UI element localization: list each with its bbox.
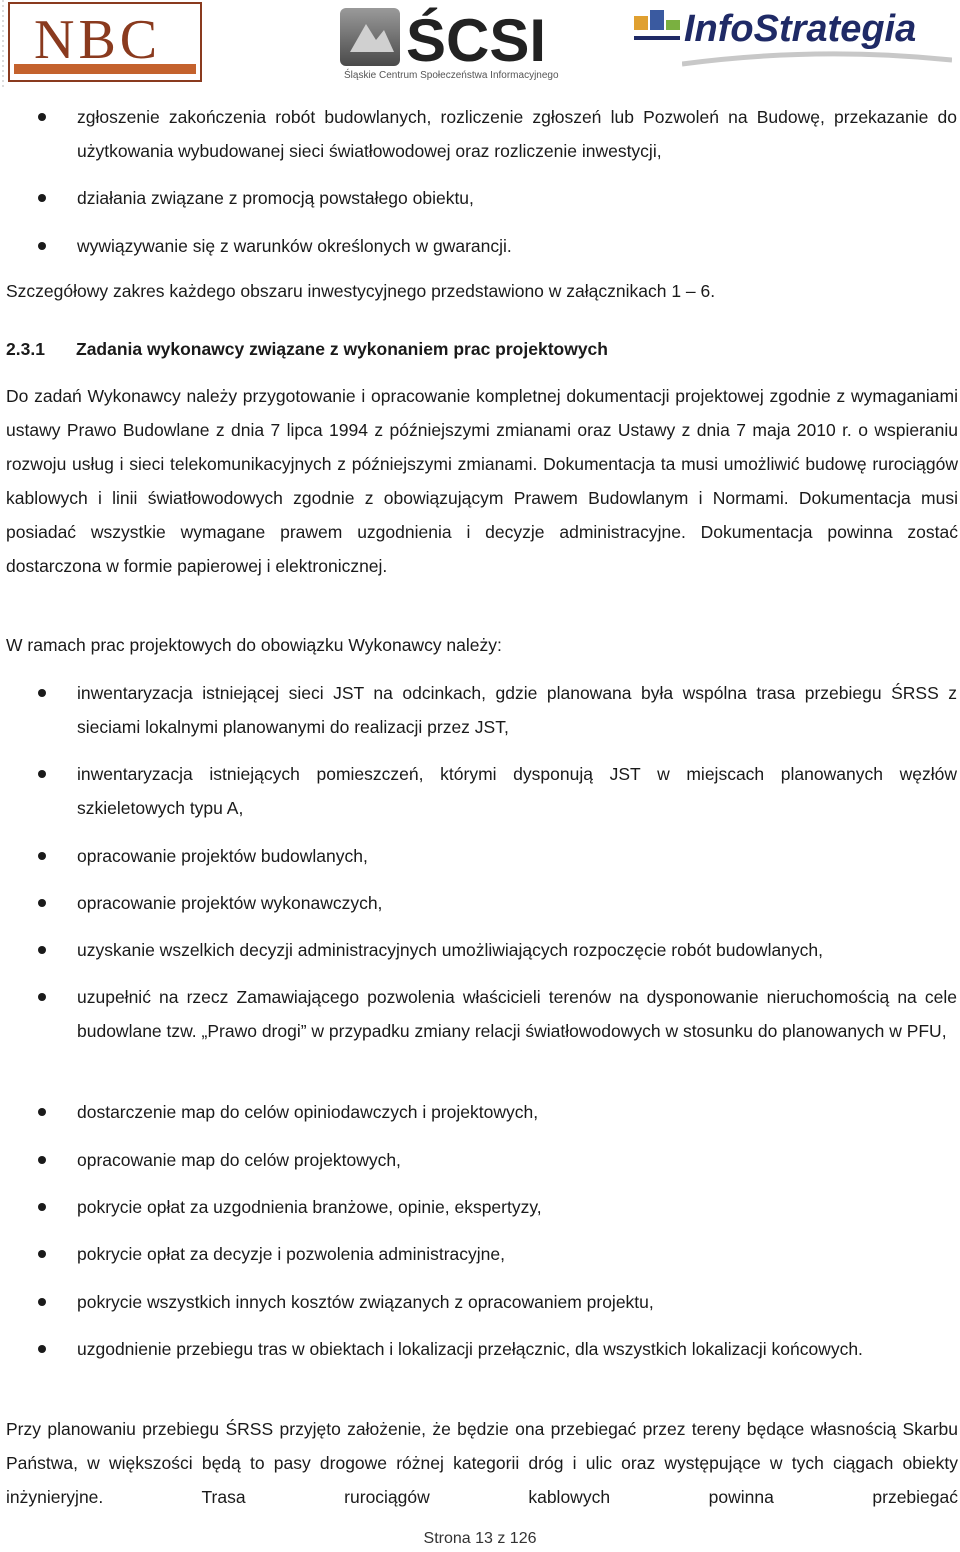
- bullet-icon: [38, 1203, 46, 1211]
- scsi-logo-subtitle: Śląskie Centrum Społeczeństwa Informacyjnego: [344, 70, 559, 81]
- list-item-text: inwentaryzacja istniejących pomieszczeń, którymi dysponują JST w miejscach planowanych węzłów szkieletowych typu A,: [77, 764, 957, 818]
- bullet-icon: [38, 242, 46, 250]
- bullet-icon: [38, 113, 46, 121]
- infostrategia-logo-mark: [628, 6, 688, 76]
- page-number: Strona 13 z 126: [423, 1530, 537, 1547]
- scope-paragraph: Szczegółowy zakres każdego obszaru inwestycyjnego przedstawiono w załącznikach 1 – 6.: [6, 281, 716, 301]
- scsi-logo-text: ŚCSI: [406, 7, 547, 74]
- list-item-text: pokrycie opłat za decyzje i pozwolenia administracyjne,: [77, 1244, 505, 1264]
- closing-paragraph: Przy planowaniu przebiegu ŚRSS przyjęto założenie, że będzie ona przebiegać przez tereny będące własnością Skarbu Państwa, w większości będą to pasy drogowe różnej kategorii dróg i ulic oraz występujące w tych ciągach obiekty inżynieryjne. Trasa rurociągów kablowych powinna przebiegać: [6, 1419, 958, 1507]
- page-header: [0, 0, 960, 90]
- list-item-text: wywiązywanie się z warunków określonych w gwarancji.: [77, 236, 512, 256]
- bullet-icon: [38, 1345, 46, 1353]
- list-item-text: inwentaryzacja istniejącej sieci JST na odcinkach, gdzie planowana była wspólna trasa przebiegu ŚRSS z sieciami lokalnymi planowanymi do realizacji przez JST,: [77, 683, 957, 737]
- nbc-logo: [8, 2, 202, 82]
- section-title: Zadania wykonawcy związane z wykonaniem prac projektowych: [76, 339, 608, 359]
- intro-paragraph: Do zadań Wykonawcy należy przygotowanie i opracowanie kompletnej dokumentacji projektowej zgodnie z wymaganiami ustawy Prawo Budowlane z dnia 7 lipca 1994 z późniejszymi zmianami oraz Ustawy z dnia 7 maja 2010 r. o wspieraniu rozwoju usług i sieci telekomunikacyjnych z późniejszymi zmianami. Dokumentacja ta musi umożliwić budowę rurociągów kablowych i linii światłowodowych zgodnie z obowiązującym Prawem Budowlanym i Normami. Dokumentacja musi posiadać wszystkie wymagane prawem uzgodnienia i decyzje administracyjne. Dokumentacja powinna zostać dostarczona w formie papierowej i elektronicznej.: [6, 386, 958, 576]
- list-item-text: pokrycie opłat za uzgodnienia branżowe, opinie, ekspertyzy,: [77, 1197, 542, 1217]
- bullet-icon: [38, 946, 46, 954]
- header-left-rule: [0, 0, 6, 90]
- section-number: 2.3.1: [6, 339, 45, 359]
- infostrategia-logo: [628, 2, 952, 80]
- bullet-icon: [38, 899, 46, 907]
- list-item-text: opracowanie map do celów projektowych,: [77, 1150, 401, 1170]
- bullet-icon: [38, 1108, 46, 1116]
- bullet-icon: [38, 993, 46, 1001]
- list-item-text: zgłoszenie zakończenia robót budowlanych, rozliczenie zgłoszeń lub Pozwoleń na Budowę, przekazanie do użytkowania wybudowanej sieci światłowodowej oraz rozliczenie inwestycji,: [77, 107, 957, 161]
- list-item-text: uzgodnienie przebiegu tras w obiektach i lokalizacji przełącznic, dla wszystkich lokalizacji końcowych.: [77, 1339, 863, 1359]
- list-item-text: dostarczenie map do celów opiniodawczych i projektowych,: [77, 1102, 539, 1122]
- list-item-text: opracowanie projektów budowlanych,: [77, 846, 368, 866]
- scsi-logo-mark: [336, 4, 406, 70]
- duties-lead: W ramach prac projektowych do obowiązku Wykonawcy należy:: [6, 635, 502, 655]
- list-item-text: opracowanie projektów wykonawczych,: [77, 893, 383, 913]
- bullet-icon: [38, 1298, 46, 1306]
- nbc-logo-text: NBC: [34, 9, 162, 71]
- bullet-icon: [38, 194, 46, 202]
- bullet-icon: [38, 1250, 46, 1258]
- bullet-icon: [38, 852, 46, 860]
- infostrategia-logo-text: InfoStrategia: [684, 8, 917, 50]
- list-item-text: uzupełnić na rzecz Zamawiającego pozwolenia właścicieli terenów na dysponowanie nieruchomością na cele budowlane tzw. „Prawo drogi” w przypadku zmiany relacji światłowodowych w stosunku do planowanych w PFU,: [77, 987, 957, 1041]
- scsi-logo: [336, 2, 576, 86]
- list-item-text: pokrycie wszystkich innych kosztów związanych z opracowaniem projektu,: [77, 1292, 654, 1312]
- bullet-icon: [38, 689, 46, 697]
- list-item-text: uzyskanie wszelkich decyzji administracyjnych umożliwiających rozpoczęcie robót budowlanych,: [77, 940, 824, 960]
- list-item-text: działania związane z promocją powstałego obiektu,: [77, 188, 474, 208]
- bullet-icon: [38, 1156, 46, 1164]
- section-heading: [6, 332, 958, 366]
- bullet-icon: [38, 770, 46, 778]
- infostrategia-logo-swoosh: [682, 50, 952, 78]
